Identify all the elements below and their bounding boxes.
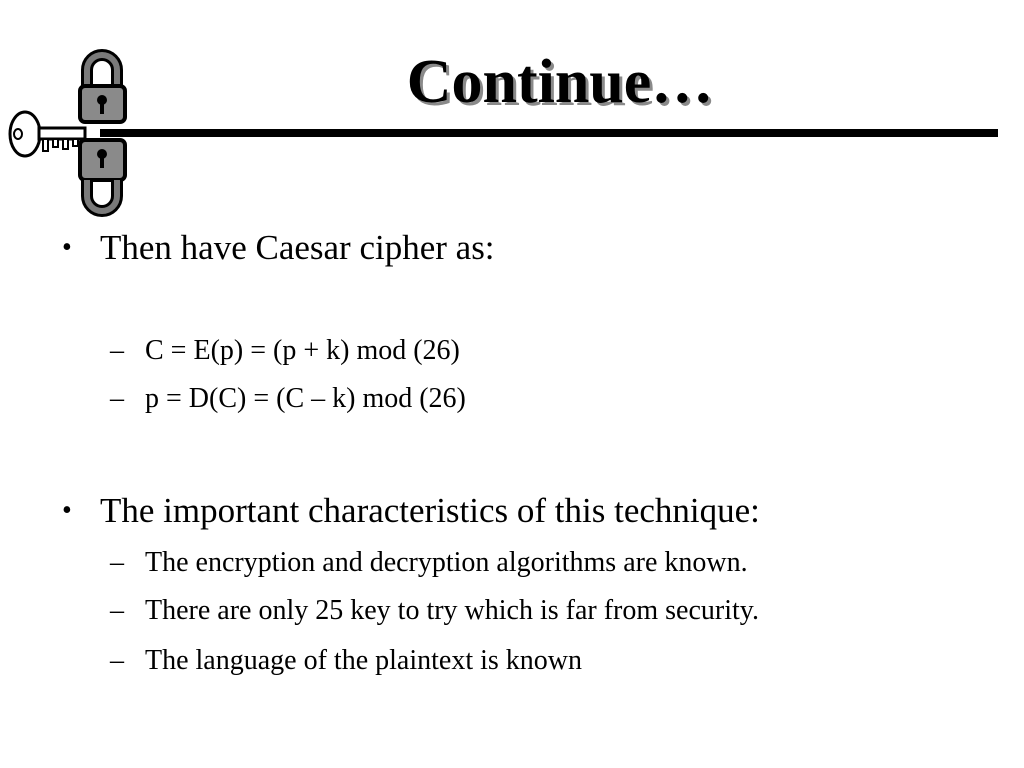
sub-bullet-text: The language of the plaintext is known	[145, 645, 582, 676]
title-divider	[100, 129, 998, 137]
sub-bullet-item	[110, 594, 759, 628]
bullet-item	[62, 228, 495, 268]
bullet-text: The important characteristics of this technique:	[100, 491, 760, 530]
sub-bullet-text: C = E(p) = (p + k) mod (26)	[145, 335, 460, 366]
sub-bullet-text: p = D(C) = (C – k) mod (26)	[145, 383, 466, 414]
dash-marker: –	[110, 383, 124, 414]
sub-bullet-item	[110, 546, 748, 580]
padlock-top-icon	[80, 55, 125, 122]
sub-bullet-item	[110, 644, 582, 678]
bullet-text: Then have Caesar cipher as:	[100, 228, 495, 267]
sub-bullet-item	[110, 334, 460, 368]
sub-bullet-text: There are only 25 key to try which is far from security.	[145, 595, 759, 626]
bullet-marker: •	[62, 232, 72, 263]
dash-marker: –	[110, 595, 124, 626]
bullet-marker: •	[62, 495, 72, 526]
key-icon	[10, 112, 85, 156]
slide-title: Continue…	[406, 48, 714, 116]
sub-bullet-item	[110, 382, 466, 416]
sub-bullet-text: The encryption and decryption algorithms are known.	[145, 547, 748, 578]
dash-marker: –	[110, 547, 124, 578]
bullet-item	[62, 491, 760, 531]
padlock-bottom-icon	[80, 140, 125, 211]
dash-marker: –	[110, 335, 124, 366]
dash-marker: –	[110, 645, 124, 676]
